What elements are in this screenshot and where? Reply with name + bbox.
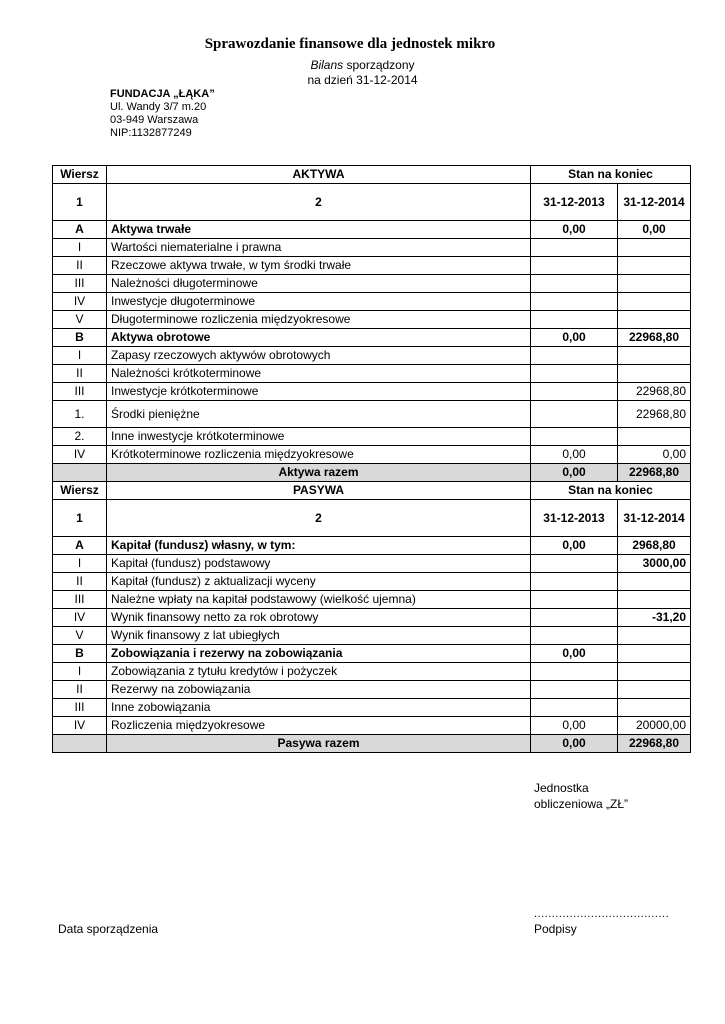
total-blank	[53, 735, 107, 753]
row-label: Zobowiązania i rezerwy na zobowiązania	[107, 645, 531, 663]
row-label: Zobowiązania z tytułu kredytów i pożyczek	[107, 663, 531, 681]
row-label: Środki pieniężne	[107, 401, 531, 428]
row-value-2014: 22968,80	[618, 401, 691, 428]
table-row	[53, 699, 691, 717]
row-label: Rozliczenia międzyokresowe	[107, 717, 531, 735]
row-value-2013: 0,00	[531, 329, 618, 347]
row-number: III	[53, 383, 107, 401]
row-value-2014	[618, 699, 691, 717]
row-number: III	[53, 591, 107, 609]
table-row	[53, 401, 691, 428]
unit-line-1: Jednostka	[534, 781, 589, 795]
aktywa-total-row	[53, 464, 691, 482]
row-value-2013	[531, 365, 618, 383]
row-label: Aktywa trwałe	[107, 221, 531, 239]
row-value-2013: 0,00	[531, 645, 618, 663]
row-number: A	[53, 537, 107, 555]
row-value-2013	[531, 699, 618, 717]
aktywa-total	[53, 464, 691, 482]
table-row	[53, 428, 691, 446]
organization-name: FUNDACJA „ŁĄKA”	[110, 88, 215, 100]
aktywa-total-label: Aktywa razem	[107, 464, 531, 482]
row-value-2013	[531, 293, 618, 311]
row-number: IV	[53, 293, 107, 311]
row-number: IV	[53, 446, 107, 464]
table-row	[53, 383, 691, 401]
organization-block	[110, 88, 215, 140]
pasywa-header-row	[53, 482, 691, 500]
num-col3: 31-12-2013	[531, 500, 618, 537]
table-row	[53, 681, 691, 699]
row-value-2014: 22968,80	[618, 383, 691, 401]
row-value-2013: 0,00	[531, 537, 618, 555]
row-value-2013	[531, 383, 618, 401]
row-number: IV	[53, 717, 107, 735]
row-value-2014	[618, 257, 691, 275]
organization-street: Ul. Wandy 3/7 m.20	[110, 101, 207, 113]
row-number: V	[53, 627, 107, 645]
table-row	[53, 446, 691, 464]
table-row	[53, 275, 691, 293]
table-row	[53, 663, 691, 681]
row-number: I	[53, 555, 107, 573]
report-subtitle	[0, 58, 725, 72]
table-row	[53, 221, 691, 239]
row-label: Wartości niematerialne i prawna	[107, 239, 531, 257]
row-value-2014	[618, 681, 691, 699]
num-col2: 2	[107, 184, 531, 221]
table-row	[53, 573, 691, 591]
row-label: Krótkoterminowe rozliczenia międzyokresowe	[107, 446, 531, 464]
row-number: V	[53, 311, 107, 329]
num-col4: 31-12-2014	[618, 500, 691, 537]
row-value-2014	[618, 239, 691, 257]
row-value-2013: 0,00	[531, 221, 618, 239]
row-label: Inne inwestycje krótkoterminowe	[107, 428, 531, 446]
row-number: III	[53, 699, 107, 717]
row-value-2014	[618, 573, 691, 591]
row-value-2013	[531, 627, 618, 645]
table-row	[53, 347, 691, 365]
row-number: II	[53, 365, 107, 383]
balance-sheet-table	[52, 165, 691, 753]
unit-line-2: obliczeniowa „ZŁ”	[534, 797, 629, 811]
row-value-2013	[531, 401, 618, 428]
pasywa-numbering-row	[53, 500, 691, 537]
header-wiersz: Wiersz	[53, 482, 107, 500]
aktywa-total-2013: 0,00	[531, 464, 618, 482]
row-label: Aktywa obrotowe	[107, 329, 531, 347]
row-label: Zapasy rzeczowych aktywów obrotowych	[107, 347, 531, 365]
num-col2: 2	[107, 500, 531, 537]
table-row	[53, 555, 691, 573]
table-row	[53, 311, 691, 329]
row-label: Kapitał (fundusz) własny, w tym:	[107, 537, 531, 555]
pasywa-section	[53, 482, 691, 537]
row-label: Rzeczowe aktywa trwałe, w tym środki trwałe	[107, 257, 531, 275]
row-number: I	[53, 663, 107, 681]
row-value-2013	[531, 239, 618, 257]
row-value-2013	[531, 609, 618, 627]
header-stan: Stan na koniec	[531, 166, 691, 184]
row-value-2014: 0,00	[618, 446, 691, 464]
row-label: Należności długoterminowe	[107, 275, 531, 293]
row-value-2014	[618, 275, 691, 293]
row-value-2013	[531, 573, 618, 591]
num-col1: 1	[53, 500, 107, 537]
row-value-2013: 0,00	[531, 446, 618, 464]
signature-line: ......................................	[534, 908, 670, 920]
aktywa-numbering-row	[53, 184, 691, 221]
row-number: I	[53, 347, 107, 365]
row-number: II	[53, 257, 107, 275]
row-value-2014: 20000,00	[618, 717, 691, 735]
table-row	[53, 537, 691, 555]
row-number: I	[53, 239, 107, 257]
row-label: Należne wpłaty na kapitał podstawowy (wielkość ujemna)	[107, 591, 531, 609]
aktywa-total-2014: 22968,80	[618, 464, 691, 482]
row-value-2014	[618, 293, 691, 311]
row-number: II	[53, 573, 107, 591]
row-value-2013	[531, 555, 618, 573]
row-value-2014: -31,20	[618, 609, 691, 627]
subtitle-italic: Bilans	[310, 58, 344, 72]
row-number: A	[53, 221, 107, 239]
organization-city: 03-949 Warszawa	[110, 114, 199, 126]
table-row	[53, 257, 691, 275]
row-value-2014	[618, 591, 691, 609]
pasywa-total-2013: 0,00	[531, 735, 618, 753]
row-value-2013	[531, 663, 618, 681]
row-number: 2.	[53, 428, 107, 446]
report-title: Sprawozdanie finansowe dla jednostek mikro	[204, 36, 496, 52]
pasywa-rows	[53, 537, 691, 735]
row-label: Inwestycje krótkoterminowe	[107, 383, 531, 401]
table-row	[53, 239, 691, 257]
aktywa-rows	[53, 221, 691, 464]
row-value-2013	[531, 428, 618, 446]
num-col3: 31-12-2013	[531, 184, 618, 221]
row-label: Wynik finansowy netto za rok obrotowy	[107, 609, 531, 627]
pasywa-total-label: Pasywa razem	[107, 735, 531, 753]
table-row	[53, 329, 691, 347]
row-value-2014	[618, 663, 691, 681]
signatures-label: Podpisy	[534, 922, 577, 936]
header-pasywa: PASYWA	[107, 482, 531, 500]
row-value-2013	[531, 275, 618, 293]
table-row	[53, 645, 691, 663]
row-label: Wynik finansowy z lat ubiegłych	[107, 627, 531, 645]
row-value-2014: 0,00	[618, 221, 691, 239]
table-row	[53, 717, 691, 735]
total-blank	[53, 464, 107, 482]
header-wiersz: Wiersz	[53, 166, 107, 184]
subtitle-rest: sporządzony	[343, 58, 415, 72]
pasywa-total-2014: 22968,80	[618, 735, 691, 753]
row-value-2013	[531, 347, 618, 365]
num-col1: 1	[53, 184, 107, 221]
row-label: Inwestycje długoterminowe	[107, 293, 531, 311]
row-value-2014: 22968,80	[618, 329, 691, 347]
header-aktywa: AKTYWA	[107, 166, 531, 184]
aktywa-header-row	[53, 166, 691, 184]
num-col4: 31-12-2014	[618, 184, 691, 221]
row-label: Kapitał (fundusz) z aktualizacji wyceny	[107, 573, 531, 591]
row-value-2013: 0,00	[531, 717, 618, 735]
row-number: III	[53, 275, 107, 293]
date-label: Data sporządzenia	[58, 922, 159, 936]
row-value-2014	[618, 311, 691, 329]
row-value-2014: 2968,80	[618, 537, 691, 555]
row-number: B	[53, 329, 107, 347]
row-label: Inne zobowiązania	[107, 699, 531, 717]
row-value-2013	[531, 591, 618, 609]
row-value-2013	[531, 257, 618, 275]
table-row	[53, 293, 691, 311]
row-value-2014	[618, 347, 691, 365]
row-label: Należności krótkoterminowe	[107, 365, 531, 383]
row-number: 1.	[53, 401, 107, 428]
pasywa-total-row	[53, 735, 691, 753]
row-value-2013	[531, 681, 618, 699]
row-label: Kapitał (fundusz) podstawowy	[107, 555, 531, 573]
table-row	[53, 365, 691, 383]
pasywa-total	[53, 735, 691, 753]
table-row	[53, 591, 691, 609]
row-number: B	[53, 645, 107, 663]
row-value-2014	[618, 627, 691, 645]
table-row	[53, 609, 691, 627]
row-value-2013	[531, 311, 618, 329]
row-number: II	[53, 681, 107, 699]
row-label: Długoterminowe rozliczenia międzyokresowe	[107, 311, 531, 329]
row-value-2014: 3000,00	[618, 555, 691, 573]
table-row	[53, 627, 691, 645]
header-stan: Stan na koniec	[531, 482, 691, 500]
row-value-2014	[618, 365, 691, 383]
report-date: na dzień 31-12-2014	[307, 73, 418, 87]
aktywa-section	[53, 166, 691, 221]
row-label: Rezerwy na zobowiązania	[107, 681, 531, 699]
row-value-2014	[618, 428, 691, 446]
unit-note	[534, 780, 628, 812]
row-value-2014	[618, 645, 691, 663]
row-number: IV	[53, 609, 107, 627]
organization-nip: NIP:1132877249	[110, 127, 192, 139]
